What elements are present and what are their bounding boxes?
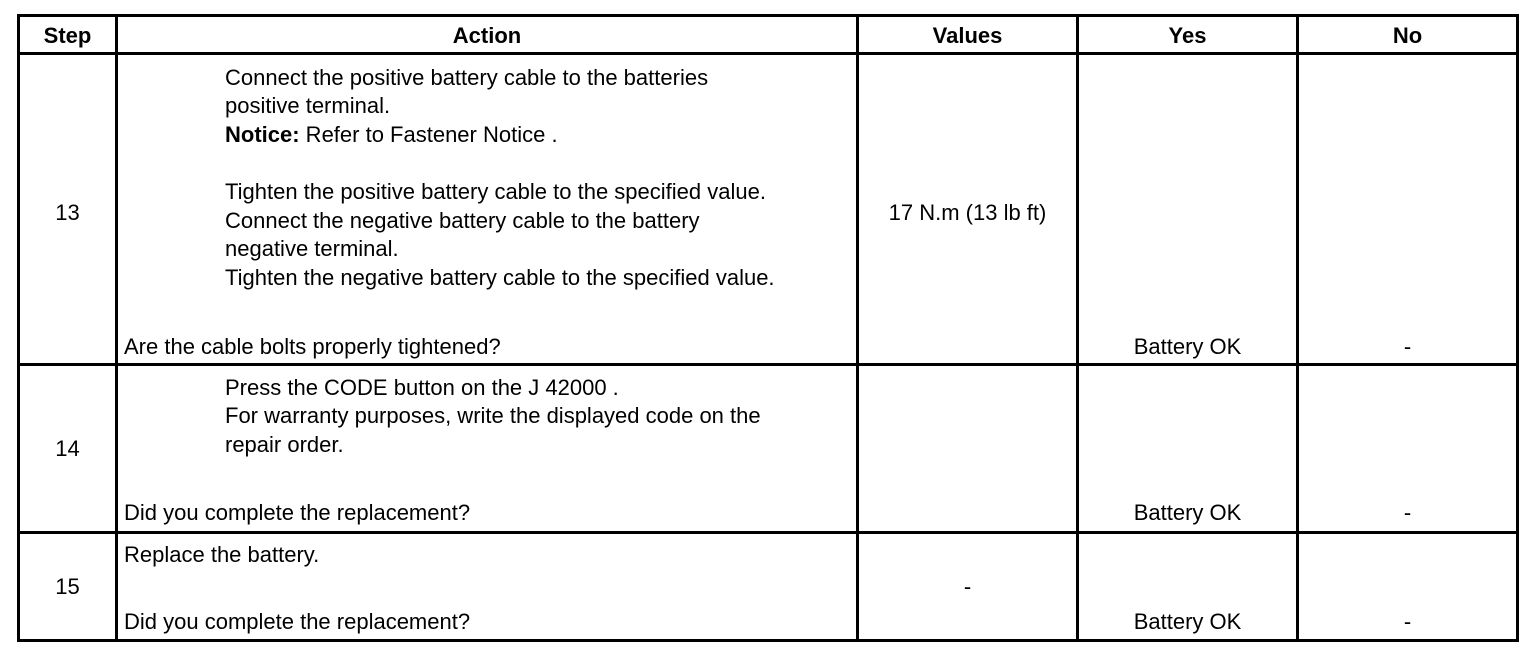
header-action: Action: [452, 23, 522, 48]
table-border-bottom: [17, 639, 1519, 642]
action-line: negative terminal.: [225, 236, 399, 261]
no-cell: -: [1403, 334, 1412, 359]
header-no: No: [1392, 23, 1423, 48]
table-border-top: [17, 14, 1519, 17]
step-number: 13: [55, 200, 80, 225]
header-values: Values: [932, 23, 1003, 48]
yes-cell: Battery OK: [1133, 500, 1242, 525]
col-divider-yes: [1296, 14, 1299, 642]
header-divider: [17, 52, 1519, 55]
question: Did you complete the replacement?: [124, 609, 471, 634]
step-number: 15: [55, 574, 80, 599]
row-divider-13: [17, 363, 1519, 366]
notice-label: Notice:: [225, 122, 300, 147]
action-line: Press the CODE button on the J 42000 .: [225, 375, 619, 400]
value-cell: 17 N.m (13 lb ft): [888, 200, 1047, 225]
action-line: Tighten the positive battery cable to the specified value.: [225, 179, 766, 204]
action-line: repair order.: [225, 432, 344, 457]
action-line: Connect the positive battery cable to the batteries: [225, 65, 709, 90]
yes-cell: Battery OK: [1133, 334, 1242, 359]
table-border-left: [17, 14, 20, 642]
table-border-right: [1516, 14, 1519, 642]
action-line: Connect the negative battery cable to the battery: [225, 208, 700, 233]
col-divider-values: [1076, 14, 1079, 642]
question: Did you complete the replacement?: [124, 500, 471, 525]
question: Are the cable bolts properly tightened?: [124, 334, 501, 359]
procedure-table: [17, 14, 1519, 642]
action-line: For warranty purposes, write the displayed code on the: [225, 403, 761, 428]
no-cell: -: [1403, 500, 1412, 525]
action-line: Replace the battery.: [124, 542, 320, 567]
col-divider-action: [856, 14, 859, 642]
row-divider-14: [17, 531, 1519, 534]
notice-line: [225, 121, 558, 150]
yes-cell: Battery OK: [1133, 609, 1242, 634]
no-cell: -: [1403, 609, 1412, 634]
action-line: positive terminal.: [225, 93, 391, 118]
step-number: 14: [55, 436, 80, 461]
value-cell: -: [963, 574, 972, 599]
action-line: Tighten the negative battery cable to the specified value.: [225, 265, 775, 290]
notice-text: Refer to Fastener Notice .: [299, 122, 558, 147]
col-divider-step: [115, 14, 118, 642]
header-step: Step: [43, 23, 92, 48]
header-yes: Yes: [1168, 23, 1207, 48]
